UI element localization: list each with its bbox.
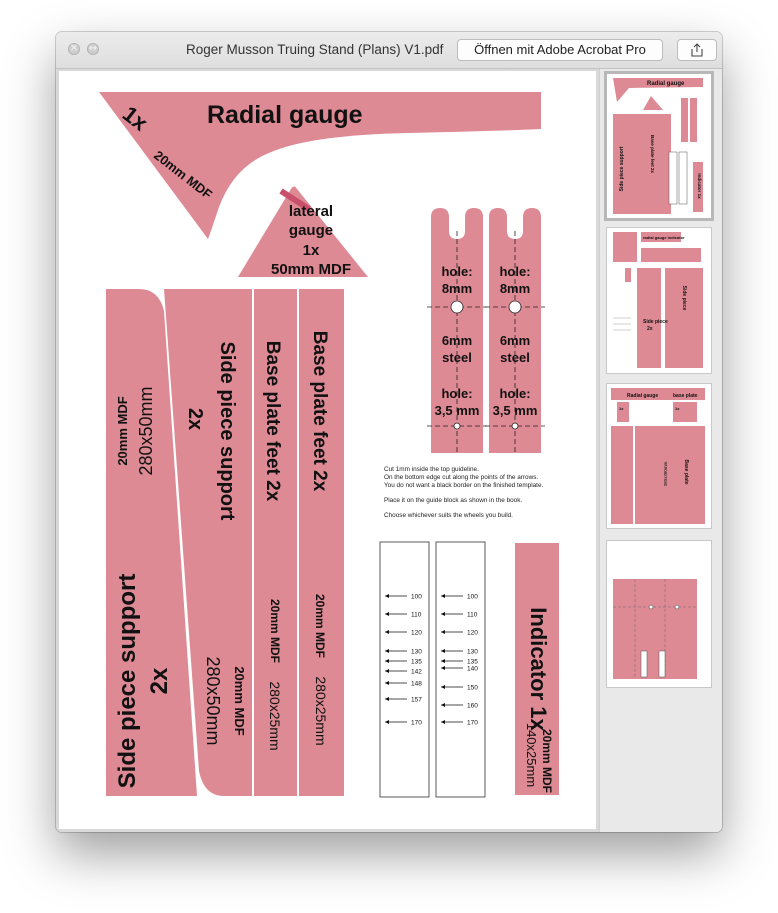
thumbnail-sidebar[interactable] [599, 69, 722, 832]
indicator-size: 140x25mm [524, 722, 539, 788]
radial-gauge-material: 20mm MDF [151, 147, 216, 203]
scale-label: 100 [411, 593, 422, 601]
scale-label: 150 [467, 684, 478, 692]
scale-label: 142 [411, 668, 422, 676]
svg-text:1x: 1x [619, 406, 624, 411]
svg-text:Base plate: Base plate [683, 459, 689, 485]
page-thumbnail-4[interactable] [606, 540, 712, 688]
foot-part-right [485, 208, 545, 453]
radial-gauge-qty: 1x [117, 100, 153, 136]
scale-label: 110 [467, 611, 478, 619]
scale-label: 120 [411, 629, 422, 637]
svg-text:Radial gauge: Radial gauge [627, 393, 659, 399]
share-button[interactable] [677, 39, 717, 61]
window-title: Roger Musson Truing Stand (Plans) V1.pdf [186, 42, 444, 57]
scale-label: 135 [411, 658, 422, 666]
scale-label: 130 [467, 648, 478, 656]
preview-window [56, 32, 722, 832]
scale-label: 170 [467, 719, 478, 727]
spine-material: 20mm MDF [115, 396, 130, 466]
base-feet-title-b: Base plate feet 2x [309, 330, 330, 492]
side-support-title-b: Side piece support [216, 341, 238, 521]
svg-text:Radial gauge: Radial gauge [647, 81, 685, 87]
base-feet-material-a: 20mm MDF [268, 598, 282, 664]
svg-text:2x: 2x [647, 326, 653, 332]
svg-text:3,5 mm: 3,5 mm [492, 403, 538, 418]
page-thumbnail-3[interactable] [606, 383, 712, 529]
indicator-material: 20mm MDF [540, 728, 554, 794]
svg-text:hole:: hole: [441, 264, 473, 279]
svg-text:3,5 mm: 3,5 mm [434, 403, 480, 418]
fullscreen-button[interactable]: ↔ [88, 43, 98, 54]
lateral-gauge-line1: lateral [288, 203, 334, 220]
scale-label: 135 [467, 658, 478, 666]
svg-text:Side piece: Side piece [681, 285, 687, 311]
base-feet-size-b: 280x25mm [313, 676, 329, 746]
side-support-qty-b: 2x [184, 407, 206, 431]
indicator-title: Indicator 1x [526, 607, 551, 731]
svg-text:radial gauge indicator: radial gauge indicator [643, 235, 685, 240]
scale-label: 157 [411, 696, 422, 704]
base-feet-material-b: 20mm MDF [313, 593, 327, 659]
svg-text:8mm: 8mm [441, 281, 473, 296]
lateral-gauge-line3: 1x [302, 242, 320, 259]
svg-text:8mm: 8mm [499, 281, 531, 296]
svg-text:Side piece: Side piece [643, 319, 668, 325]
svg-text:hole:: hole: [441, 386, 473, 401]
lateral-gauge-line4: 50mm MDF [270, 261, 352, 278]
scale-label: 170 [411, 719, 422, 727]
svg-text:steel: steel [442, 350, 472, 365]
lateral-gauge-line2: gauge [288, 222, 334, 239]
share-icon [678, 40, 716, 60]
instruction-2: On the bottom edge cut along the points of the arrows. [384, 474, 539, 481]
document-area[interactable] [56, 69, 722, 832]
svg-text:Side piece support: Side piece support [619, 146, 625, 192]
svg-text:base plate: base plate [673, 393, 698, 399]
instruction-5: Choose whichever suits the wheels you build. [384, 512, 513, 519]
pdf-page[interactable] [59, 71, 596, 829]
support-b-material: 20mm MDF [232, 666, 247, 736]
side-support-qty-a: 2x [146, 667, 173, 695]
base-feet-size-a: 280x25mm [267, 681, 283, 751]
scale-label: 110 [411, 611, 422, 619]
radial-gauge-title: Radial gauge [207, 101, 363, 129]
instruction-3: You do not want a black border on the finished template. [384, 482, 544, 489]
foot-part-left [427, 208, 487, 453]
page-thumbnail-2[interactable] [606, 227, 712, 374]
scale-label: 140 [467, 665, 478, 673]
svg-text:380x380mm: 380x380mm [663, 461, 668, 487]
scale-label: 130 [411, 648, 422, 656]
instruction-1: Cut 1mm inside the top guideline. [384, 466, 479, 473]
base-feet-title-a: Base plate feet 2x [262, 340, 283, 502]
open-with-acrobat-button[interactable]: Öffnen mit Adobe Acrobat Pro [457, 39, 663, 61]
svg-text:1x: 1x [675, 406, 680, 411]
scale-label: 120 [467, 629, 478, 637]
svg-text:6mm: 6mm [441, 333, 473, 348]
scale-label: 100 [467, 593, 478, 601]
svg-text:hole:: hole: [499, 386, 531, 401]
svg-text:6mm: 6mm [499, 333, 531, 348]
support-b-size: 280x50mm [203, 656, 223, 746]
scale-label: 148 [411, 680, 422, 688]
svg-text:steel: steel [500, 350, 530, 365]
spine-size: 280x50mm [136, 386, 156, 476]
svg-text:Base plate feet 2x: Base plate feet 2x [650, 134, 655, 174]
cutting-plan [59, 71, 596, 829]
instruction-4: Place it on the guide block as shown in the book. [384, 497, 523, 504]
page-thumbnail-1[interactable] [604, 71, 714, 221]
side-support-title-a: Side piece support [114, 573, 141, 789]
svg-text:hole:: hole: [499, 264, 531, 279]
svg-text:Indicator 1x: Indicator 1x [697, 173, 702, 199]
close-button[interactable]: ✕ [69, 43, 79, 54]
title-bar [56, 32, 722, 69]
scale-label: 160 [467, 702, 478, 710]
